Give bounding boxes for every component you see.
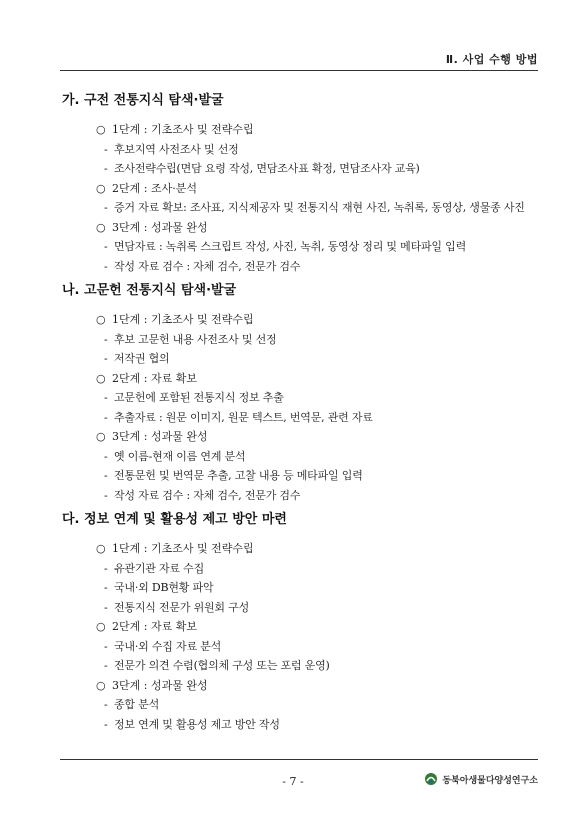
dash-bullet-icon: - (104, 561, 108, 575)
stage-label: 3단계 : 성과물 완성 (112, 220, 208, 234)
list-item (60, 349, 538, 369)
dash-bullet-icon: - (104, 410, 108, 424)
stage-line (60, 179, 538, 199)
stage-label: 1단계 : 기초조사 및 전략수립 (112, 313, 254, 326)
dash-bullet-icon: - (104, 488, 108, 502)
page-number: - 7 - (282, 775, 304, 788)
list-item-text: 국내·외 수집 자료 분석 (114, 639, 222, 653)
section-heading: 나. 고문헌 전통지식 탐색·발굴 (62, 283, 237, 298)
dash-bullet-icon: - (104, 698, 108, 711)
stage-line (60, 617, 538, 637)
organization-mark (424, 772, 538, 786)
list-item-text: 후보 고문헌 내용 사전조사 및 선정 (114, 332, 277, 346)
list-item (60, 140, 538, 160)
list-item-text: 옛 이름-현재 이름 연계 분석 (114, 449, 246, 463)
list-item (60, 656, 538, 676)
list-item-text: 유관기관 자료 수집 (114, 561, 205, 575)
stage-label: 2단계 : 조사·분석 (112, 181, 197, 195)
circle-bullet-icon: ○ (96, 678, 106, 692)
list-item (60, 695, 538, 715)
stage-line (60, 427, 538, 447)
circle-bullet-icon: ○ (96, 620, 106, 633)
list-item-text: 고문헌에 포함된 전통지식 정보 추출 (114, 391, 284, 404)
list-item-text: 국내·외 DB현황 파악 (114, 581, 214, 594)
list-item-text: 작성 자료 검수 : 자체 검수, 전문가 검수 (114, 259, 301, 273)
section-heading: 가. 구전 전통지식 탐색·발굴 (62, 93, 224, 108)
stage-line (60, 310, 538, 330)
list-item-text: 종합 분석 (114, 698, 160, 711)
org-logo-icon (424, 772, 438, 786)
section-heading: 다. 정보 연계 및 활용성 제고 방안 마련 (62, 512, 287, 527)
list-item-text: 면담자료 : 녹취록 스크립트 작성, 사진, 녹취, 동영상 정리 및 메타파일 입력 (114, 240, 467, 253)
list-item (60, 330, 538, 350)
dash-bullet-icon: - (104, 391, 108, 404)
dash-bullet-icon: - (104, 162, 108, 175)
list-item (60, 257, 538, 277)
list-item-text: 정보 연계 및 활용성 제고 방안 작성 (114, 717, 280, 731)
list-item-text: 전통문헌 및 번역문 추출, 고찰 내용 등 메타파일 입력 (114, 469, 363, 482)
list-item-text: 전문가 의견 수렴(협의체 구성 또는 포럼 운영) (114, 659, 330, 672)
list-item (60, 198, 538, 218)
list-item-text: 조사전략수립(면담 요령 작성, 면담조사표 확정, 면담조사자 교육) (114, 162, 420, 175)
list-item (60, 559, 538, 579)
document-body (60, 92, 538, 734)
list-item-text: 저작권 협의 (114, 352, 170, 365)
list-item-text: 작성 자료 검수 : 자체 검수, 전문가 검수 (114, 488, 301, 502)
dash-bullet-icon: - (104, 717, 108, 731)
stage-label: 2단계 : 자료 확보 (112, 371, 197, 385)
section (60, 511, 538, 734)
circle-bullet-icon: ○ (96, 313, 106, 326)
list-item-text: 추출자료 : 원문 이미지, 원문 텍스트, 번역문, 관련 자료 (114, 410, 373, 424)
list-item (60, 408, 538, 428)
dash-bullet-icon: - (104, 600, 108, 614)
dash-bullet-icon: - (104, 142, 108, 156)
dash-bullet-icon: - (104, 201, 108, 214)
stage-line (60, 218, 538, 238)
stage-line (60, 120, 538, 140)
list-item (60, 237, 538, 257)
dash-bullet-icon: - (104, 352, 108, 365)
list-item (60, 447, 538, 467)
list-item (60, 715, 538, 735)
dash-bullet-icon: - (104, 639, 108, 653)
header-divider (60, 70, 538, 71)
stage-label: 1단계 : 기초조사 및 전략수립 (112, 123, 254, 136)
section (60, 282, 538, 505)
circle-bullet-icon: ○ (96, 220, 106, 234)
list-item (60, 598, 538, 618)
circle-bullet-icon: ○ (96, 123, 106, 136)
list-item (60, 159, 538, 179)
dash-bullet-icon: - (104, 469, 108, 482)
list-item-text: 증거 자료 확보: 조사표, 지식제공자 및 전통지식 재현 사진, 녹취록, 동영상, 생물종 사진 (114, 201, 525, 214)
dash-bullet-icon: - (104, 332, 108, 346)
footer-divider (60, 759, 538, 760)
stage-line (60, 539, 538, 559)
list-item (60, 637, 538, 657)
stage-label: 1단계 : 기초조사 및 전략수립 (112, 542, 254, 555)
circle-bullet-icon: ○ (96, 181, 106, 195)
stage-line (60, 676, 538, 696)
dash-bullet-icon: - (104, 659, 108, 672)
circle-bullet-icon: ○ (96, 542, 106, 555)
running-header: Ⅱ. 사업 수행 방법 (445, 53, 538, 66)
list-item (60, 466, 538, 486)
stage-line (60, 369, 538, 389)
section (60, 92, 538, 276)
list-item (60, 486, 538, 506)
stage-label: 3단계 : 성과물 완성 (112, 678, 208, 692)
org-name: 동북아생물다양성연구소 (442, 775, 538, 786)
stage-label: 2단계 : 자료 확보 (112, 620, 197, 633)
circle-bullet-icon: ○ (96, 430, 106, 443)
dash-bullet-icon: - (104, 449, 108, 463)
dash-bullet-icon: - (104, 259, 108, 273)
list-item (60, 388, 538, 408)
dash-bullet-icon: - (104, 240, 108, 253)
list-item-text: 전통지식 전문가 위원회 구성 (114, 600, 250, 614)
stage-label: 3단계 : 성과물 완성 (112, 430, 208, 443)
circle-bullet-icon: ○ (96, 371, 106, 385)
dash-bullet-icon: - (104, 581, 108, 594)
list-item (60, 578, 538, 598)
list-item-text: 후보지역 사전조사 및 선정 (114, 142, 239, 156)
